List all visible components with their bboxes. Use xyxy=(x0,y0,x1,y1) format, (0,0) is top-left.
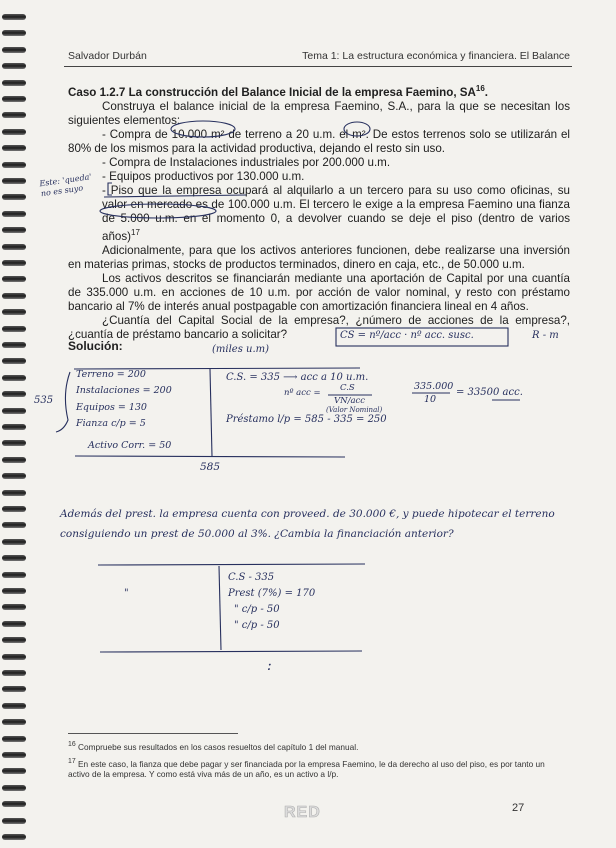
case-item-equipment: - Equipos productivos por 130.000 u.m. xyxy=(102,169,305,183)
footnote-17: $^{17}$ En este caso, la fianza que debe pagar y ser financiada por la empresa Faemino, le da derecho al uso del piso, es por tanto un activo de la empresa. Y como está viva más de un año, es un activo a l/p. xyxy=(68,758,545,780)
header-author: Salvador Durbán xyxy=(68,50,147,62)
loan-line: Préstamo l/p = 585 - 335 = 250 xyxy=(226,414,387,425)
shares-denominator: 10 xyxy=(424,394,437,405)
circled-deposit xyxy=(100,204,216,218)
case-paragraph-financing: Los activos descritos se financiarán mediante una aportación de Capital por una cuantía de 335.000 u.m. en acciones de 10 u.m. por acción de valor nominal, y resto con préstamo bancario al 7% de interés anual postpagable con amortización financiera lineal en 4 años. xyxy=(68,271,570,313)
balance-t-divider xyxy=(210,369,212,456)
circled-area xyxy=(171,121,235,137)
balance2-t-bottom xyxy=(100,651,362,652)
header-chapter: Tema 1: La estructura económica y financiera. El Balance xyxy=(302,50,570,62)
bracket-mark xyxy=(108,183,112,195)
formula-text: CS = nº/acc · nº acc. susc. xyxy=(340,330,474,341)
shares-numerator: 335.000 xyxy=(414,381,454,392)
share-capital-line: C.S. = 335 ⟶ acc a 10 u.m. xyxy=(226,372,369,383)
circled-unit xyxy=(344,122,370,136)
balance2-t-top xyxy=(98,564,365,565)
active-item-installations: Instalaciones = 200 xyxy=(76,385,172,396)
margin-note: Este: 'queda' no es suyo xyxy=(38,172,93,199)
balance-total: 585 xyxy=(200,461,221,473)
case-intro: Construya el balance inicial de la empresa Faemino, S.A., para la que se necesitan los siguientes elementos: xyxy=(68,99,570,127)
balance2-capital: C.S - 335 xyxy=(228,572,275,583)
balance2-left-mark: " xyxy=(124,588,129,599)
shares-result: = 33500 acc. xyxy=(456,387,523,398)
case-item-flat: - Piso que la empresa ocupará al alquilarlo a un tercero para su uso como oficinas, su valor en mercado es de 100.000 u.m. El tercero le exige a la empresa Faemino una fianza de 5.000 u.m. en el momento 0, a devolver cuando se deje el piso (dentro de varios años)$^{17}$ xyxy=(102,183,570,243)
case-item-land: - Compra de 10.000 m² de terreno a 20 u.m. el m². De estos terrenos solo se utilizarán el 80% de los mismos para la actividad productiva, dejando el resto sin uso. xyxy=(68,127,570,155)
active-brace xyxy=(56,372,70,432)
balance-t-bottom xyxy=(75,456,345,457)
balance2-t-divider xyxy=(219,566,221,650)
active-item-current: Activo Corr. = 50 xyxy=(88,440,172,451)
publisher-logo: RED xyxy=(284,804,321,821)
balance2-loan: Prest (7%) = 170 xyxy=(228,588,316,599)
footnote-rule xyxy=(68,733,238,734)
solution-label: Solución: xyxy=(68,339,123,353)
balance2-dots: : xyxy=(267,658,272,674)
active-item-land: Terreno = 200 xyxy=(76,369,146,380)
balance2-short-term-2: " c/p - 50 xyxy=(234,620,280,631)
shares-formula-lhs: nº acc = xyxy=(284,388,321,398)
case-title: Caso 1.2.7 La construcción del Balance Inicial de la empresa Faemino, SA$^{16}$. xyxy=(68,84,489,99)
case-paragraph-stocks: Adicionalmente, para que los activos anteriores funcionen, debe realizarse una inversión en materias primas, stocks de productos terminados, dinero en caja, etc., de 50.000 u.m. xyxy=(68,243,570,271)
shares-formula-denominator: VN/acc xyxy=(334,396,366,406)
nominal-value-note: (Valor Nominal) xyxy=(326,406,383,414)
footnote-16: $^{16}$ Compruebe sus resultados en los casos resueltos del capítulo 1 del manual. xyxy=(68,741,359,752)
active-item-equipment: Equipos = 130 xyxy=(76,402,147,413)
formula-side-note: R - m xyxy=(532,330,559,341)
extra-question: Además del prest. la empresa cuenta con proveed. de 30.000 €, y puede hipotecar el terreno consiguiendo un prest de 50.000 al 3%. ¿Cambia la financiación anterior? xyxy=(60,508,555,540)
underline-market-value xyxy=(104,195,246,197)
units-note: (miles u.m) xyxy=(212,344,270,355)
page-number: 27 xyxy=(512,802,525,814)
balance2-short-term-1: " c/p - 50 xyxy=(234,604,280,615)
shares-formula-numerator: C.S xyxy=(340,383,355,393)
case-questions: ¿Cuantía del Capital Social de la empresa?, ¿número de acciones de la empresa?, ¿cuantía de préstamo bancario a solicitar? xyxy=(68,313,570,341)
case-item-installations: - Compra de Instalaciones industriales por 200.000 u.m. xyxy=(102,155,391,169)
side-total: 535 xyxy=(34,395,54,406)
active-item-deposit: Fianza c/p = 5 xyxy=(76,418,146,429)
